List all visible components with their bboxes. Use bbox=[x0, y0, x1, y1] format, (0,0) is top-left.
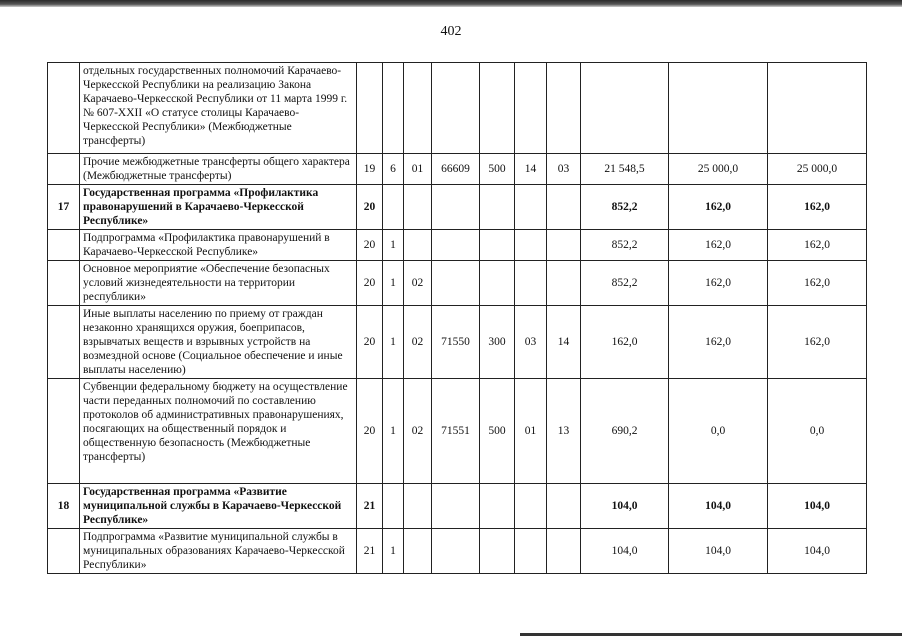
code-cell: 03 bbox=[547, 154, 581, 185]
code-cell: 66609 bbox=[432, 154, 480, 185]
code-cell: 20 bbox=[357, 379, 383, 484]
code-cell bbox=[480, 185, 515, 230]
code-cell: 01 bbox=[515, 379, 547, 484]
amount-cell: 104,0 bbox=[768, 529, 867, 574]
code-cell: 500 bbox=[480, 154, 515, 185]
row-name: Иные выплаты населению по приему от граждан незаконно хранящихся оружия, боеприпасов, взрывчатых веществ и взрывных устройств на возмездной основе (Социальное обеспечение и иные выплаты населению) bbox=[80, 306, 357, 379]
code-cell bbox=[547, 185, 581, 230]
code-cell bbox=[432, 529, 480, 574]
amount-cell: 162,0 bbox=[581, 306, 669, 379]
amount-cell bbox=[768, 63, 867, 154]
page-number: 402 bbox=[440, 24, 462, 39]
code-cell: 13 bbox=[547, 379, 581, 484]
code-cell: 19 bbox=[357, 154, 383, 185]
code-cell bbox=[480, 261, 515, 306]
code-cell bbox=[432, 261, 480, 306]
code-cell: 1 bbox=[383, 379, 404, 484]
code-cell: 14 bbox=[547, 306, 581, 379]
row-name: Государственная программа «Профилактика правонарушений в Карачаево-Черкесской Республике» bbox=[80, 185, 357, 230]
amount-cell: 162,0 bbox=[669, 185, 768, 230]
code-cell: 01 bbox=[404, 154, 432, 185]
amount-cell: 162,0 bbox=[768, 230, 867, 261]
budget-table bbox=[47, 62, 867, 574]
code-cell: 71551 bbox=[432, 379, 480, 484]
amount-cell: 162,0 bbox=[669, 306, 768, 379]
row-number bbox=[48, 529, 80, 574]
row-number bbox=[48, 306, 80, 379]
code-cell bbox=[547, 63, 581, 154]
code-cell bbox=[515, 261, 547, 306]
row-number: 17 bbox=[48, 185, 80, 230]
amount-cell bbox=[581, 63, 669, 154]
code-cell: 21 bbox=[357, 529, 383, 574]
amount-cell: 0,0 bbox=[669, 379, 768, 484]
code-cell: 1 bbox=[383, 261, 404, 306]
amount-cell: 162,0 bbox=[768, 185, 867, 230]
scan-edge-top bbox=[0, 0, 902, 7]
row-name: Подпрограмма «Профилактика правонарушений в Карачаево-Черкесской Республике» bbox=[80, 230, 357, 261]
table-row bbox=[48, 484, 867, 529]
code-cell: 02 bbox=[404, 379, 432, 484]
amount-cell: 104,0 bbox=[581, 484, 669, 529]
code-cell: 1 bbox=[383, 306, 404, 379]
code-cell bbox=[357, 63, 383, 154]
amount-cell: 25 000,0 bbox=[669, 154, 768, 185]
code-cell bbox=[404, 63, 432, 154]
amount-cell: 162,0 bbox=[669, 230, 768, 261]
code-cell: 6 bbox=[383, 154, 404, 185]
row-name: отдельных государственных полномочий Карачаево-Черкесской Республики на реализацию Закона Карачаево-Черкесской Республики от 11 марта 1999 г. № 607-XXII «О статусе столицы Карачаево-Черкесской Республики» (Межбюджетные трансферты) bbox=[80, 63, 357, 154]
code-cell bbox=[547, 230, 581, 261]
code-cell: 1 bbox=[383, 230, 404, 261]
amount-cell: 162,0 bbox=[768, 261, 867, 306]
code-cell bbox=[404, 185, 432, 230]
row-number bbox=[48, 379, 80, 484]
code-cell bbox=[432, 185, 480, 230]
code-cell: 21 bbox=[357, 484, 383, 529]
code-cell bbox=[515, 529, 547, 574]
code-cell bbox=[404, 484, 432, 529]
amount-cell: 104,0 bbox=[768, 484, 867, 529]
code-cell bbox=[404, 529, 432, 574]
row-name: Прочие межбюджетные трансферты общего характера (Межбюджетные трансферты) bbox=[80, 154, 357, 185]
table-row bbox=[48, 529, 867, 574]
code-cell bbox=[515, 230, 547, 261]
amount-cell: 852,2 bbox=[581, 261, 669, 306]
code-cell bbox=[480, 529, 515, 574]
code-cell bbox=[515, 484, 547, 529]
code-cell: 1 bbox=[383, 529, 404, 574]
code-cell bbox=[547, 529, 581, 574]
code-cell bbox=[480, 63, 515, 154]
amount-cell: 104,0 bbox=[669, 484, 768, 529]
code-cell bbox=[432, 230, 480, 261]
code-cell: 03 bbox=[515, 306, 547, 379]
table-row bbox=[48, 154, 867, 185]
amount-cell: 690,2 bbox=[581, 379, 669, 484]
table-row bbox=[48, 230, 867, 261]
row-number: 18 bbox=[48, 484, 80, 529]
code-cell: 71550 bbox=[432, 306, 480, 379]
amount-cell: 162,0 bbox=[768, 306, 867, 379]
table-row bbox=[48, 261, 867, 306]
table-row bbox=[48, 185, 867, 230]
code-cell bbox=[480, 230, 515, 261]
code-cell bbox=[383, 63, 404, 154]
row-number bbox=[48, 154, 80, 185]
code-cell bbox=[480, 484, 515, 529]
code-cell: 300 bbox=[480, 306, 515, 379]
amount-cell bbox=[669, 63, 768, 154]
code-cell: 20 bbox=[357, 306, 383, 379]
scan-edge-bottom bbox=[520, 633, 902, 636]
code-cell: 500 bbox=[480, 379, 515, 484]
code-cell bbox=[515, 185, 547, 230]
row-name: Государственная программа «Развитие муниципальной службы в Карачаево-Черкесской Республике» bbox=[80, 484, 357, 529]
code-cell bbox=[547, 484, 581, 529]
amount-cell: 852,2 bbox=[581, 185, 669, 230]
code-cell bbox=[404, 230, 432, 261]
amount-cell: 852,2 bbox=[581, 230, 669, 261]
amount-cell: 21 548,5 bbox=[581, 154, 669, 185]
code-cell: 20 bbox=[357, 261, 383, 306]
table-row bbox=[48, 63, 867, 154]
row-name: Основное мероприятие «Обеспечение безопасных условий жизнедеятельности на территории республики» bbox=[80, 261, 357, 306]
row-name: Субвенции федеральному бюджету на осуществление части переданных полномочий по составлению протоколов об административных правонарушениях, посягающих на общественный порядок и общественную безопасность (Межбюджетные трансферты) bbox=[80, 379, 357, 484]
row-number bbox=[48, 230, 80, 261]
code-cell bbox=[547, 261, 581, 306]
code-cell bbox=[432, 63, 480, 154]
code-cell bbox=[383, 185, 404, 230]
code-cell bbox=[432, 484, 480, 529]
amount-cell: 25 000,0 bbox=[768, 154, 867, 185]
code-cell: 20 bbox=[357, 230, 383, 261]
row-number bbox=[48, 63, 80, 154]
row-name: Подпрограмма «Развитие муниципальной службы в муниципальных образованиях Карачаево-Черкесской Республики» bbox=[80, 529, 357, 574]
code-cell bbox=[383, 484, 404, 529]
row-number bbox=[48, 261, 80, 306]
table-row bbox=[48, 306, 867, 379]
amount-cell: 0,0 bbox=[768, 379, 867, 484]
amount-cell: 104,0 bbox=[581, 529, 669, 574]
code-cell: 20 bbox=[357, 185, 383, 230]
code-cell: 14 bbox=[515, 154, 547, 185]
code-cell bbox=[515, 63, 547, 154]
amount-cell: 104,0 bbox=[669, 529, 768, 574]
code-cell: 02 bbox=[404, 261, 432, 306]
amount-cell: 162,0 bbox=[669, 261, 768, 306]
code-cell: 02 bbox=[404, 306, 432, 379]
table-row bbox=[48, 379, 867, 484]
